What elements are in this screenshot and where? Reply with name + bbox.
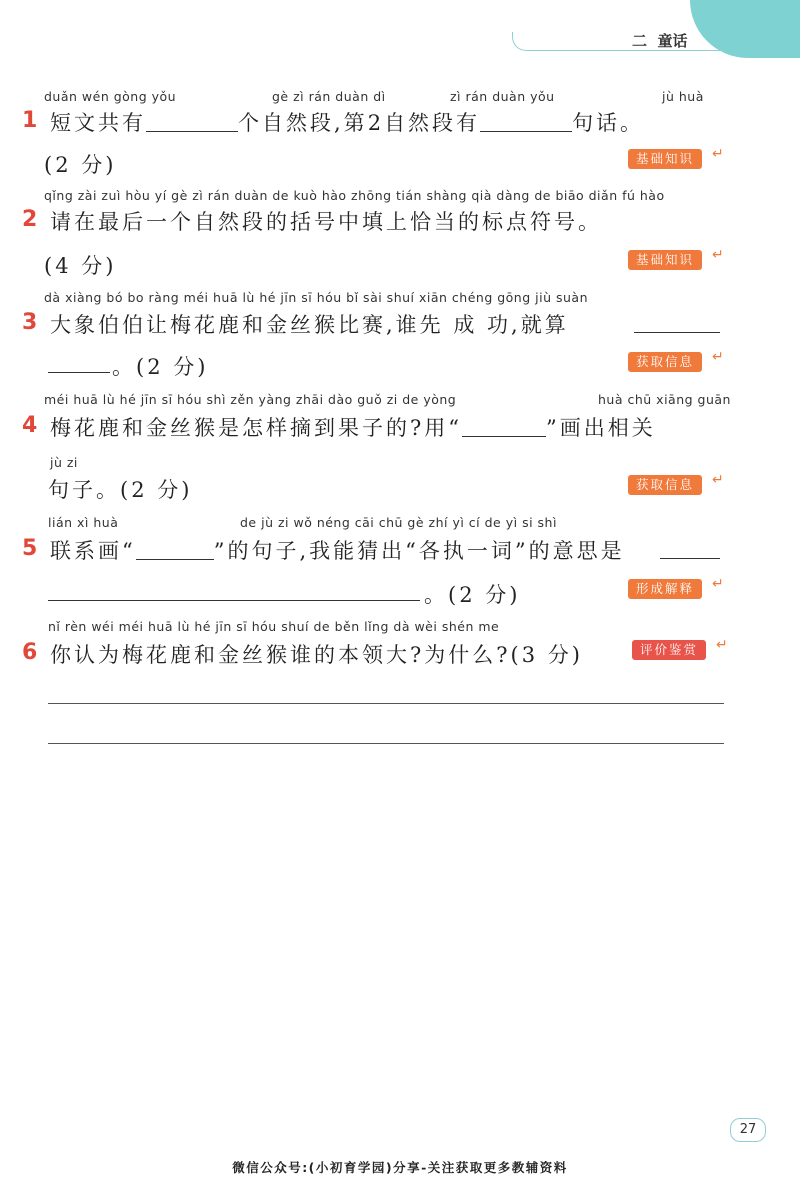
q5-text xyxy=(50,535,625,565)
q1-score: (2 分) xyxy=(44,153,117,177)
q5-tag-tail-icon: ↵ xyxy=(712,576,724,592)
section-number: 二 xyxy=(632,32,648,50)
q5-text-1: 联系画“ xyxy=(50,539,136,563)
q4-text-2: ”画出相关 xyxy=(546,416,656,440)
q5-blank-3[interactable] xyxy=(48,580,420,601)
q5-tail: 。(2 分) xyxy=(424,583,521,607)
q1-number: 1 xyxy=(22,108,38,133)
q4-text-3: 句子。(2 分) xyxy=(48,478,193,502)
q4-pinyin-b: huà chū xiāng guān xyxy=(598,392,731,407)
page-number: 27 xyxy=(730,1118,766,1142)
q5-text-2: ”的句子,我能猜出“各执一词”的意思是 xyxy=(213,539,625,563)
q1-text xyxy=(50,107,644,137)
q5-number: 5 xyxy=(22,536,38,561)
q1-pinyin-a: duǎn wén gòng yǒu xyxy=(44,89,177,104)
q2-number: 2 xyxy=(22,207,38,232)
q3-blank-2[interactable] xyxy=(48,352,110,373)
q3-text: 大象伯伯让梅花鹿和金丝猴比赛,谁先 成 功,就算 xyxy=(50,313,569,337)
q1-tag-tail-icon: ↵ xyxy=(712,146,724,162)
q1-pinyin-b: gè zì rán duàn dì xyxy=(272,89,386,104)
q1-text-1: 短文共有 xyxy=(50,111,146,135)
q1-blank-2[interactable] xyxy=(480,111,572,132)
q3-pinyin: dà xiàng bó bo ràng méi huā lù hé jīn sī hóu bǐ sài shuí xiān chéng gōng jiù suàn xyxy=(44,290,588,305)
q6-text: 你认为梅花鹿和金丝猴谁的本领大?为什么?(3 分) xyxy=(50,643,583,667)
q4-tag-info: 获取信息 xyxy=(628,475,702,495)
q1-tag-basic: 基础知识 xyxy=(628,149,702,169)
q4-number: 4 xyxy=(22,413,38,438)
q3-tag-tail-icon: ↵ xyxy=(712,349,724,365)
q1-text-3: 自然段有 xyxy=(384,111,481,135)
q1-text-2: 个自然段,第 xyxy=(238,111,368,135)
q4-tag-tail-icon: ↵ xyxy=(712,472,724,488)
q2-text: 请在最后一个自然段的括号中填上恰当的标点符号。 xyxy=(50,210,602,234)
q1-text-4: 句话。 xyxy=(572,111,645,135)
q5-blank-1[interactable] xyxy=(136,539,214,560)
footer-text: 微信公众号:(小初育学园)分享-关注获取更多教辅资料 xyxy=(232,1160,568,1175)
q6-number: 6 xyxy=(22,640,38,665)
section-header xyxy=(632,30,687,51)
q6-answer-line-1[interactable] xyxy=(48,702,724,704)
q3-number: 3 xyxy=(22,310,38,335)
q1-pinyin-c: zì rán duàn yǒu xyxy=(450,89,555,104)
q3-blank-1[interactable] xyxy=(634,312,720,333)
q1-pinyin-d: jù huà xyxy=(662,89,704,104)
q6-pinyin: nǐ rèn wéi méi huā lù hé jīn sī hóu shuí de běn lǐng dà wèi shén me xyxy=(48,619,500,634)
q1-text-2n: 2 xyxy=(367,111,385,135)
q5-tag-explain: 形成解释 xyxy=(628,579,702,599)
header-bar xyxy=(512,32,723,51)
q5-pinyin-a: lián xì huà xyxy=(48,515,119,530)
q5-blank-2[interactable] xyxy=(660,538,720,559)
q4-pinyin-a: méi huā lù hé jīn sī hóu shì zěn yàng zhāi dào guǒ zi de yòng xyxy=(44,392,457,407)
q2-tag-tail-icon: ↵ xyxy=(712,247,724,263)
q1-blank-1[interactable] xyxy=(146,111,238,132)
q3-tag-info: 获取信息 xyxy=(628,352,702,372)
q2-score: (4 分) xyxy=(44,254,117,278)
q2-tag-basic: 基础知识 xyxy=(628,250,702,270)
section-title: 童话 xyxy=(657,32,688,50)
q6-tag-tail-icon: ↵ xyxy=(716,637,728,653)
q4-pinyin-c: jù zi xyxy=(50,455,78,470)
q6-answer-line-2[interactable] xyxy=(48,742,724,744)
q4-text-1: 梅花鹿和金丝猴是怎样摘到果子的?用“ xyxy=(50,416,462,440)
q6-tag-evaluate: 评价鉴赏 xyxy=(632,640,706,660)
q2-pinyin: qǐng zài zuì hòu yí gè zì rán duàn de kuò hào zhōng tián shàng qià dàng de biāo diǎn fú hào xyxy=(44,188,665,203)
q4-blank[interactable] xyxy=(462,416,546,437)
q3-tail: 。(2 分) xyxy=(112,355,209,379)
q5-pinyin-b: de jù zi wǒ néng cāi chū gè zhí yì cí de yì si shì xyxy=(240,515,557,530)
q4-text xyxy=(50,412,656,442)
